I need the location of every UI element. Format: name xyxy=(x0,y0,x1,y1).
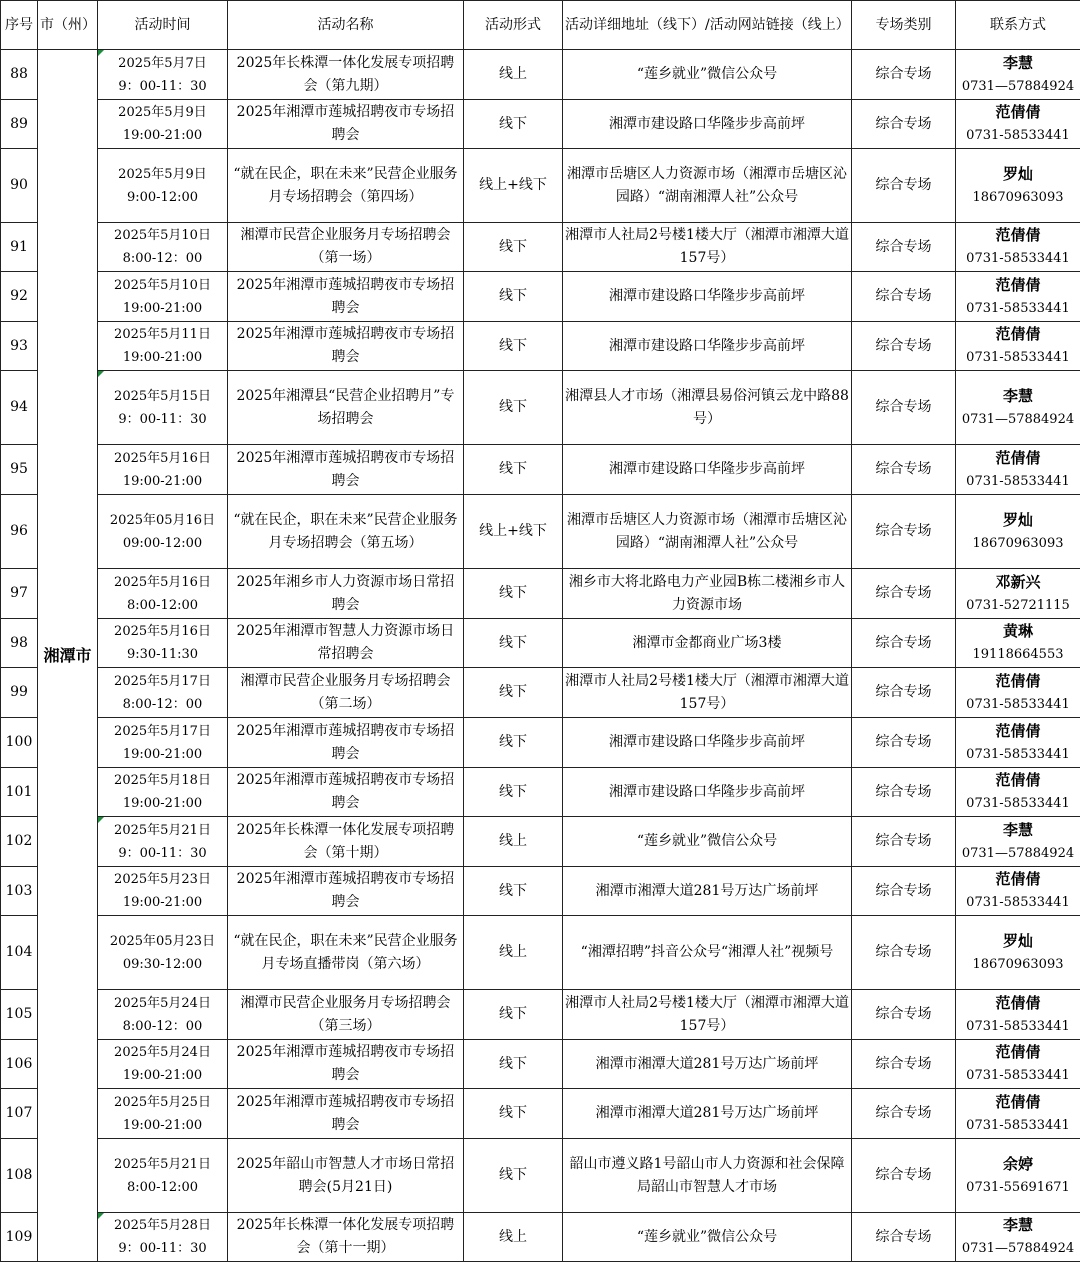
row-hours: 19:00-21:00 xyxy=(100,792,225,815)
city-cell: 湘潭市 xyxy=(38,50,98,1262)
row-seq: 92 xyxy=(1,272,38,322)
contact-phone: 0731-52721115 xyxy=(958,594,1078,617)
row-address: 湘潭市建设路口华隆步步高前坪 xyxy=(563,718,852,768)
table-row xyxy=(1,1040,1080,1089)
row-hours: 19:00-21:00 xyxy=(100,470,225,493)
contact-name: 范倩倩 xyxy=(958,670,1078,693)
row-seq: 97 xyxy=(1,569,38,619)
row-address: 湘潭市人社局2号楼1楼大厅（湘潭市湘潭大道157号） xyxy=(563,223,852,272)
row-hours: 9：00-11：30 xyxy=(100,408,225,431)
header-city: 市（州） xyxy=(38,1,98,50)
row-time xyxy=(98,569,228,619)
row-contact xyxy=(956,1089,1080,1139)
contact-phone: 0731-58533441 xyxy=(958,124,1078,147)
row-activity-form: 线下 xyxy=(464,445,563,495)
row-category: 综合专场 xyxy=(852,619,956,668)
header-address: 活动详细地址（线下）/活动网站链接（线上） xyxy=(563,1,852,50)
row-activity-name: 2025年湘潭市智慧人力资源市场日常招聘会 xyxy=(228,619,464,668)
table-row xyxy=(1,1089,1080,1139)
row-contact xyxy=(956,668,1080,718)
row-activity-name: 2025年湘潭市莲城招聘夜市专场招聘会 xyxy=(228,1089,464,1139)
contact-name: 范倩倩 xyxy=(958,274,1078,297)
row-activity-form: 线下 xyxy=(464,371,563,445)
row-seq: 105 xyxy=(1,990,38,1040)
row-seq: 99 xyxy=(1,668,38,718)
row-activity-name: “就在民企，职在未来”民营企业服务月专场直播带岗（第六场） xyxy=(228,916,464,990)
row-contact xyxy=(956,768,1080,817)
row-contact xyxy=(956,718,1080,768)
row-hours: 9：00-11：30 xyxy=(100,75,225,98)
contact-name: 黄琳 xyxy=(958,620,1078,643)
row-hours: 8:00-12:00 xyxy=(100,1176,225,1199)
row-category: 综合专场 xyxy=(852,916,956,990)
row-date: 2025年5月21日 xyxy=(100,1153,225,1176)
row-seq: 95 xyxy=(1,445,38,495)
row-hours: 19:00-21:00 xyxy=(100,124,225,147)
row-time xyxy=(98,867,228,916)
table-row xyxy=(1,867,1080,916)
row-date: 2025年5月17日 xyxy=(100,720,225,743)
row-time xyxy=(98,50,228,100)
contact-name: 李慧 xyxy=(958,819,1078,842)
contact-name: 李慧 xyxy=(958,1214,1078,1237)
table-row xyxy=(1,272,1080,322)
row-contact xyxy=(956,817,1080,867)
row-hours: 19:00-21:00 xyxy=(100,297,225,320)
contact-name: 范倩倩 xyxy=(958,992,1078,1015)
row-activity-name: “就在民企，职在未来”民营企业服务月专场招聘会（第四场） xyxy=(228,149,464,223)
row-seq: 93 xyxy=(1,322,38,371)
row-activity-form: 线下 xyxy=(464,768,563,817)
row-hours: 9:30-11:30 xyxy=(100,643,225,666)
row-category: 综合专场 xyxy=(852,50,956,100)
contact-name: 范倩倩 xyxy=(958,868,1078,891)
row-address: “莲乡就业”微信公众号 xyxy=(563,817,852,867)
table-row xyxy=(1,100,1080,149)
row-hours: 09:00-12:00 xyxy=(100,532,225,555)
row-activity-form: 线上+线下 xyxy=(464,149,563,223)
row-activity-form: 线下 xyxy=(464,223,563,272)
row-hours: 19:00-21:00 xyxy=(100,1064,225,1087)
table-row xyxy=(1,668,1080,718)
contact-name: 范倩倩 xyxy=(958,1041,1078,1064)
row-activity-name: 2025年长株潭一体化发展专项招聘会（第九期） xyxy=(228,50,464,100)
contact-name: 范倩倩 xyxy=(958,1091,1078,1114)
row-address: 湘潭市人社局2号楼1楼大厅（湘潭市湘潭大道157号） xyxy=(563,990,852,1040)
contact-name: 罗灿 xyxy=(958,163,1078,186)
row-time xyxy=(98,1213,228,1262)
row-category: 综合专场 xyxy=(852,445,956,495)
header-contact: 联系方式 xyxy=(956,1,1080,50)
row-address: “莲乡就业”微信公众号 xyxy=(563,50,852,100)
row-activity-form: 线下 xyxy=(464,668,563,718)
row-activity-name: 2025年长株潭一体化发展专项招聘会（第十期） xyxy=(228,817,464,867)
row-time xyxy=(98,1089,228,1139)
table-row xyxy=(1,445,1080,495)
row-contact xyxy=(956,272,1080,322)
row-activity-name: 2025年湘潭市莲城招聘夜市专场招聘会 xyxy=(228,445,464,495)
row-hours: 9:00-12:00 xyxy=(100,186,225,209)
header-form: 活动形式 xyxy=(464,1,563,50)
row-time xyxy=(98,668,228,718)
row-date: 2025年5月10日 xyxy=(100,224,225,247)
contact-phone: 0731—57884924 xyxy=(958,408,1078,431)
table-body xyxy=(1,50,1080,1262)
contact-phone: 19118664553 xyxy=(958,643,1078,666)
header-category: 专场类别 xyxy=(852,1,956,50)
header-time: 活动时间 xyxy=(98,1,228,50)
row-category: 综合专场 xyxy=(852,1040,956,1089)
contact-phone: 0731-58533441 xyxy=(958,792,1078,815)
contact-phone: 0731—57884924 xyxy=(958,842,1078,865)
row-activity-name: 2025年韶山市智慧人才市场日常招聘会(5月21日) xyxy=(228,1139,464,1213)
row-seq: 100 xyxy=(1,718,38,768)
row-category: 综合专场 xyxy=(852,569,956,619)
row-seq: 101 xyxy=(1,768,38,817)
row-time xyxy=(98,322,228,371)
row-date: 2025年5月18日 xyxy=(100,769,225,792)
row-category: 综合专场 xyxy=(852,817,956,867)
table-row xyxy=(1,149,1080,223)
row-time xyxy=(98,223,228,272)
row-contact xyxy=(956,445,1080,495)
row-activity-form: 线下 xyxy=(464,322,563,371)
row-contact xyxy=(956,322,1080,371)
row-hours: 19:00-21:00 xyxy=(100,346,225,369)
contact-phone: 0731-58533441 xyxy=(958,1064,1078,1087)
row-contact xyxy=(956,223,1080,272)
row-hours: 19:00-21:00 xyxy=(100,1114,225,1137)
row-activity-name: 2025年湘潭市莲城招聘夜市专场招聘会 xyxy=(228,272,464,322)
row-activity-form: 线上 xyxy=(464,1213,563,1262)
row-hours: 8:00-12:00 xyxy=(100,594,225,617)
contact-phone: 18670963093 xyxy=(958,532,1078,555)
row-address: 湘潭市人社局2号楼1楼大厅（湘潭市湘潭大道157号） xyxy=(563,668,852,718)
row-date: 2025年5月23日 xyxy=(100,868,225,891)
row-category: 综合专场 xyxy=(852,371,956,445)
row-contact xyxy=(956,569,1080,619)
row-date: 2025年05月23日 xyxy=(100,930,225,953)
contact-phone: 18670963093 xyxy=(958,953,1078,976)
row-time xyxy=(98,149,228,223)
table-row xyxy=(1,569,1080,619)
contact-phone: 0731-58533441 xyxy=(958,891,1078,914)
row-address: 湘潭市建设路口华隆步步高前坪 xyxy=(563,445,852,495)
row-seq: 89 xyxy=(1,100,38,149)
row-category: 综合专场 xyxy=(852,768,956,817)
row-time xyxy=(98,718,228,768)
row-time xyxy=(98,100,228,149)
row-activity-name: 2025年湘潭市莲城招聘夜市专场招聘会 xyxy=(228,322,464,371)
row-category: 综合专场 xyxy=(852,272,956,322)
row-activity-form: 线上+线下 xyxy=(464,495,563,569)
contact-phone: 0731-58533441 xyxy=(958,470,1078,493)
row-category: 综合专场 xyxy=(852,718,956,768)
contact-phone: 0731-58533441 xyxy=(958,297,1078,320)
row-category: 综合专场 xyxy=(852,1213,956,1262)
row-date: 2025年5月21日 xyxy=(100,819,225,842)
table-row xyxy=(1,322,1080,371)
table-row xyxy=(1,619,1080,668)
table-row xyxy=(1,495,1080,569)
row-seq: 108 xyxy=(1,1139,38,1213)
row-activity-name: 湘潭市民营企业服务月专场招聘会（第一场） xyxy=(228,223,464,272)
header-seq: 序号 xyxy=(1,1,38,50)
row-category: 综合专场 xyxy=(852,223,956,272)
row-address: 湘潭市建设路口华隆步步高前坪 xyxy=(563,272,852,322)
row-activity-form: 线下 xyxy=(464,1040,563,1089)
row-seq: 91 xyxy=(1,223,38,272)
table-row xyxy=(1,916,1080,990)
row-activity-name: 2025年湘潭市莲城招聘夜市专场招聘会 xyxy=(228,768,464,817)
row-activity-form: 线下 xyxy=(464,100,563,149)
row-time xyxy=(98,768,228,817)
contact-name: 罗灿 xyxy=(958,509,1078,532)
row-date: 2025年5月9日 xyxy=(100,101,225,124)
row-date: 2025年5月24日 xyxy=(100,1041,225,1064)
row-activity-name: 2025年湘潭市莲城招聘夜市专场招聘会 xyxy=(228,718,464,768)
row-category: 综合专场 xyxy=(852,990,956,1040)
table-row xyxy=(1,50,1080,100)
row-activity-form: 线上 xyxy=(464,50,563,100)
row-activity-name: 2025年湘潭市莲城招聘夜市专场招聘会 xyxy=(228,1040,464,1089)
row-category: 综合专场 xyxy=(852,867,956,916)
row-activity-form: 线下 xyxy=(464,1139,563,1213)
row-seq: 103 xyxy=(1,867,38,916)
row-date: 2025年5月25日 xyxy=(100,1091,225,1114)
row-activity-name: 湘潭市民营企业服务月专场招聘会（第三场） xyxy=(228,990,464,1040)
row-address: 湘潭市金都商业广场3楼 xyxy=(563,619,852,668)
row-seq: 104 xyxy=(1,916,38,990)
row-contact xyxy=(956,916,1080,990)
row-activity-form: 线下 xyxy=(464,569,563,619)
row-activity-name: 2025年长株潭一体化发展专项招聘会（第十一期） xyxy=(228,1213,464,1262)
row-seq: 109 xyxy=(1,1213,38,1262)
contact-name: 邓新兴 xyxy=(958,571,1078,594)
row-contact xyxy=(956,990,1080,1040)
row-address: 湘潭市湘潭大道281号万达广场前坪 xyxy=(563,1040,852,1089)
row-contact xyxy=(956,371,1080,445)
row-activity-form: 线下 xyxy=(464,990,563,1040)
row-address: 湘潭市湘潭大道281号万达广场前坪 xyxy=(563,867,852,916)
row-activity-form: 线上 xyxy=(464,916,563,990)
row-address: 湘潭市岳塘区人力资源市场（湘潭市岳塘区沁园路）“湖南湘潭人社”公众号 xyxy=(563,495,852,569)
row-activity-name: 2025年湘潭市莲城招聘夜市专场招聘会 xyxy=(228,867,464,916)
table-row xyxy=(1,718,1080,768)
row-hours: 8:00-12：00 xyxy=(100,247,225,270)
row-category: 综合专场 xyxy=(852,149,956,223)
row-seq: 96 xyxy=(1,495,38,569)
contact-name: 范倩倩 xyxy=(958,769,1078,792)
row-seq: 98 xyxy=(1,619,38,668)
contact-name: 范倩倩 xyxy=(958,101,1078,124)
row-address: 韶山市遵义路1号韶山市人力资源和社会保障局韶山市智慧人才市场 xyxy=(563,1139,852,1213)
row-hours: 8:00-12：00 xyxy=(100,1015,225,1038)
row-date: 2025年05月16日 xyxy=(100,509,225,532)
table-row xyxy=(1,817,1080,867)
row-contact xyxy=(956,867,1080,916)
header-name: 活动名称 xyxy=(228,1,464,50)
row-date: 2025年5月28日 xyxy=(100,1214,225,1237)
table-row xyxy=(1,1139,1080,1213)
row-activity-name: 2025年湘潭县“民营企业招聘月”专场招聘会 xyxy=(228,371,464,445)
contact-name: 范倩倩 xyxy=(958,720,1078,743)
contact-name: 余婷 xyxy=(958,1153,1078,1176)
row-hours: 9：00-11：30 xyxy=(100,1237,225,1260)
row-seq: 88 xyxy=(1,50,38,100)
contact-name: 李慧 xyxy=(958,52,1078,75)
contact-phone: 0731-58533441 xyxy=(958,346,1078,369)
row-time xyxy=(98,990,228,1040)
row-activity-form: 线下 xyxy=(464,1089,563,1139)
row-date: 2025年5月17日 xyxy=(100,670,225,693)
contact-phone: 0731-55691671 xyxy=(958,1176,1078,1199)
row-category: 综合专场 xyxy=(852,1139,956,1213)
contact-phone: 0731-58533441 xyxy=(958,743,1078,766)
row-date: 2025年5月24日 xyxy=(100,992,225,1015)
row-contact xyxy=(956,100,1080,149)
contact-phone: 0731—57884924 xyxy=(958,1237,1078,1260)
row-address: 湘潭市湘潭大道281号万达广场前坪 xyxy=(563,1089,852,1139)
contact-phone: 0731-58533441 xyxy=(958,247,1078,270)
row-date: 2025年5月9日 xyxy=(100,163,225,186)
row-category: 综合专场 xyxy=(852,668,956,718)
row-time xyxy=(98,371,228,445)
contact-phone: 0731—57884924 xyxy=(958,75,1078,98)
row-contact xyxy=(956,619,1080,668)
row-address: 湘潭市建设路口华隆步步高前坪 xyxy=(563,768,852,817)
row-category: 综合专场 xyxy=(852,495,956,569)
row-activity-name: 湘潭市民营企业服务月专场招聘会（第二场） xyxy=(228,668,464,718)
row-address: 湘潭市建设路口华隆步步高前坪 xyxy=(563,322,852,371)
row-contact xyxy=(956,495,1080,569)
row-hours: 9：00-11：30 xyxy=(100,842,225,865)
row-date: 2025年5月11日 xyxy=(100,323,225,346)
table-row xyxy=(1,371,1080,445)
row-hours: 8:00-12：00 xyxy=(100,693,225,716)
row-activity-form: 线下 xyxy=(464,718,563,768)
header-row xyxy=(1,1,1080,50)
row-address: 湘潭市建设路口华隆步步高前坪 xyxy=(563,100,852,149)
row-time xyxy=(98,445,228,495)
row-activity-form: 线下 xyxy=(464,272,563,322)
row-seq: 90 xyxy=(1,149,38,223)
table-row xyxy=(1,223,1080,272)
contact-phone: 0731-58533441 xyxy=(958,1114,1078,1137)
row-time xyxy=(98,817,228,867)
row-time xyxy=(98,1040,228,1089)
row-address: 湘乡市大将北路电力产业园B栋二楼湘乡市人力资源市场 xyxy=(563,569,852,619)
row-seq: 94 xyxy=(1,371,38,445)
row-date: 2025年5月16日 xyxy=(100,571,225,594)
contact-name: 罗灿 xyxy=(958,930,1078,953)
row-category: 综合专场 xyxy=(852,322,956,371)
row-contact xyxy=(956,50,1080,100)
row-time xyxy=(98,495,228,569)
row-contact xyxy=(956,1040,1080,1089)
contact-name: 范倩倩 xyxy=(958,447,1078,470)
row-hours: 09:30-12:00 xyxy=(100,953,225,976)
contact-name: 范倩倩 xyxy=(958,323,1078,346)
row-address: 湘潭市岳塘区人力资源市场（湘潭市岳塘区沁园路）“湖南湘潭人社”公众号 xyxy=(563,149,852,223)
row-seq: 107 xyxy=(1,1089,38,1139)
row-activity-form: 线下 xyxy=(464,867,563,916)
row-date: 2025年5月7日 xyxy=(100,52,225,75)
row-date: 2025年5月10日 xyxy=(100,274,225,297)
table-row xyxy=(1,768,1080,817)
row-activity-name: “就在民企，职在未来”民营企业服务月专场招聘会（第五场） xyxy=(228,495,464,569)
row-time xyxy=(98,916,228,990)
row-activity-name: 2025年湘潭市莲城招聘夜市专场招聘会 xyxy=(228,100,464,149)
row-seq: 106 xyxy=(1,1040,38,1089)
row-activity-form: 线下 xyxy=(464,619,563,668)
row-date: 2025年5月15日 xyxy=(100,385,225,408)
row-category: 综合专场 xyxy=(852,100,956,149)
row-date: 2025年5月16日 xyxy=(100,620,225,643)
contact-phone: 0731-58533441 xyxy=(958,1015,1078,1038)
row-hours: 19:00-21:00 xyxy=(100,743,225,766)
row-address: “莲乡就业”微信公众号 xyxy=(563,1213,852,1262)
contact-phone: 18670963093 xyxy=(958,186,1078,209)
row-seq: 102 xyxy=(1,817,38,867)
row-address: “湘潭招聘”抖音公众号“湘潭人社”视频号 xyxy=(563,916,852,990)
row-time xyxy=(98,272,228,322)
row-activity-name: 2025年湘乡市人力资源市场日常招聘会 xyxy=(228,569,464,619)
table-row xyxy=(1,990,1080,1040)
row-address: 湘潭县人才市场（湘潭县易俗河镇云龙中路88号） xyxy=(563,371,852,445)
row-contact xyxy=(956,1139,1080,1213)
row-activity-form: 线上 xyxy=(464,817,563,867)
row-contact xyxy=(956,149,1080,223)
contact-name: 范倩倩 xyxy=(958,224,1078,247)
row-contact xyxy=(956,1213,1080,1262)
row-date: 2025年5月16日 xyxy=(100,447,225,470)
contact-name: 李慧 xyxy=(958,385,1078,408)
row-time xyxy=(98,619,228,668)
row-hours: 19:00-21:00 xyxy=(100,891,225,914)
contact-phone: 0731-58533441 xyxy=(958,693,1078,716)
table-row xyxy=(1,1213,1080,1262)
row-category: 综合专场 xyxy=(852,1089,956,1139)
row-time xyxy=(98,1139,228,1213)
